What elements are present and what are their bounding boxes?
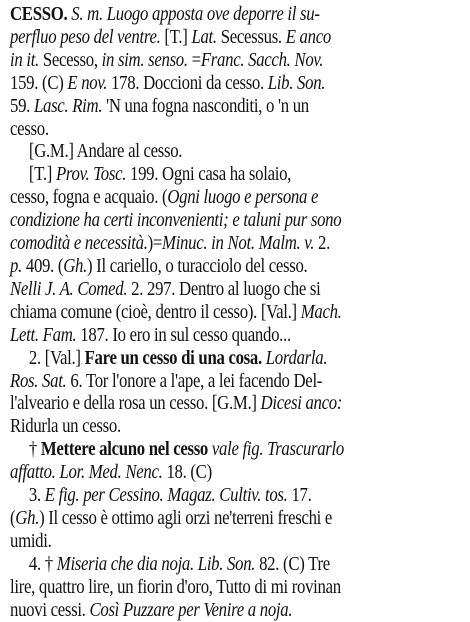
text-run: )= <box>147 233 163 255</box>
italic-text: Lasc. Rim. <box>33 95 103 117</box>
entry-line <box>10 119 457 142</box>
italic-text: S. m. Luogo apposta ove deporre il su- <box>67 4 320 25</box>
text-run: lire, quattro lire, un fiorin d'oro, Tutto di mi rovinan <box>10 576 341 598</box>
text-run: [G.M.] Andare al cesso. <box>28 141 183 163</box>
entry-line <box>10 600 457 622</box>
entry-line <box>10 279 457 302</box>
text-run: [T.] <box>28 164 56 186</box>
entry-line <box>10 325 457 348</box>
italic-text: vale fig. Trascurarlo <box>208 439 344 461</box>
italic-text: E anco <box>285 26 331 48</box>
text-run: umidi. <box>10 530 52 552</box>
italic-text: Così Puzzare per Venire a noja. <box>89 599 293 621</box>
italic-text: perfluo peso del ventre. <box>10 26 165 48</box>
text-run: 82. (C) Tre <box>255 553 330 575</box>
entry-line <box>10 50 457 73</box>
text-run: ( <box>10 507 16 529</box>
italic-text: Franc. Sacch. Nov. <box>200 49 324 71</box>
text-run: 18. (C) <box>162 462 212 484</box>
entry-line <box>10 256 457 279</box>
entry-line <box>10 73 457 96</box>
entry-line <box>10 462 457 485</box>
italic-text: condizione ha certi inconvenienti; e taluni pur sono <box>10 210 342 232</box>
italic-text: Minuc. in Not. Malm. v. <box>162 233 315 255</box>
text-run: 187. Io ero in sul cesso quando... <box>76 324 291 346</box>
text-run: 178. Doccioni da cesso. <box>107 72 268 94</box>
italic-text: Ogni luogo e persona e <box>167 187 319 209</box>
entry-line <box>10 416 457 439</box>
entry-line <box>10 348 470 371</box>
text-run: 159. (C) <box>10 72 68 94</box>
italic-text: Lett. Fam. <box>10 324 77 346</box>
italic-text: E nov. <box>67 72 108 94</box>
entry-line <box>10 371 457 394</box>
text-run: 6. Tor l'onore a l'ape, a lei facendo Del- <box>66 370 323 392</box>
entry-line <box>10 393 457 416</box>
italic-text: Lat. <box>191 26 217 48</box>
text-run: cesso, fogna e acquaio. ( <box>10 187 168 209</box>
entry-line <box>10 302 457 325</box>
entry-line <box>10 554 470 577</box>
entry-line <box>10 27 457 50</box>
entry-line <box>10 164 470 187</box>
text-run: 199. Ogni casa ha solaio, <box>126 164 292 186</box>
italic-text: in sim. senso. <box>101 49 188 71</box>
text-run: † <box>28 439 41 461</box>
italic-text: Gh. <box>63 255 87 277</box>
text-run: 2. 297. Dentro al luogo che si <box>127 278 321 300</box>
text-run: = <box>187 49 201 71</box>
text-run: 4. † <box>28 553 57 575</box>
text-run: ) Il cariello, o turacciolo del cesso. <box>86 255 308 277</box>
text-run: [T.] <box>164 26 192 48</box>
bold-term: Mettere alcuno nel cesso <box>40 439 209 461</box>
text-run: cesso. <box>10 118 49 140</box>
italic-text: p. <box>10 255 22 277</box>
entry-line <box>10 187 457 210</box>
italic-text: Mach. <box>300 301 342 323</box>
entry-line <box>10 577 457 600</box>
bold-term: Fare un cesso di una cosa. <box>84 347 262 369</box>
italic-text: in it. <box>10 49 39 71</box>
italic-text: Dicesi anco: <box>260 393 343 415</box>
text-run: l'alveario e della rosa un cesso. [G.M.] <box>10 393 261 415</box>
entry-line <box>10 531 457 554</box>
text-run: 3. <box>28 485 45 507</box>
entry-line <box>10 439 470 462</box>
text-run: ) Il cesso è ottimo agli orzi ne'terreni freschi e <box>39 507 333 529</box>
bold-term: CESSO. <box>10 4 68 25</box>
entry-line <box>10 233 457 256</box>
text-run: Ridurla un cesso. <box>10 416 121 438</box>
text-run: 17. <box>287 485 312 507</box>
italic-text: Nelli J. A. Comed. <box>10 278 128 300</box>
entry-line <box>10 96 457 119</box>
entry-line <box>10 4 457 27</box>
entry-line <box>10 141 470 164</box>
entry-line <box>10 210 457 233</box>
entry-line <box>10 485 470 508</box>
italic-text: Gh. <box>15 507 40 529</box>
italic-text: affatto. Lor. Med. Nenc. <box>10 462 163 484</box>
text-run: 2. <box>314 233 330 255</box>
italic-text: comodità e necessità. <box>10 233 148 255</box>
italic-text: Miseria che dia noja. Lib. Son. <box>56 553 256 575</box>
text-run: 'N una fogna nasconditi, o 'n un <box>102 95 309 117</box>
text-run: 59. <box>10 95 34 117</box>
italic-text: E fig. per Cessino. Magaz. Cultiv. tos. <box>44 485 288 507</box>
italic-text: Lordarla. <box>261 347 328 369</box>
entry-line <box>10 508 457 531</box>
text-run: 2. [Val.] <box>28 347 85 369</box>
text-run: 409. ( <box>21 255 64 277</box>
text-run: Secesso, <box>38 49 102 71</box>
text-run: chiama comune (cioè, dentro il cesso). [Val.] <box>10 301 301 323</box>
italic-text: Prov. Tosc. <box>55 164 127 186</box>
italic-text: Lib. Son. <box>267 72 326 94</box>
italic-text: Ros. Sat. <box>10 370 67 392</box>
text-run: Secessus. <box>216 26 286 48</box>
text-run: nuovi cessi. <box>10 599 90 621</box>
